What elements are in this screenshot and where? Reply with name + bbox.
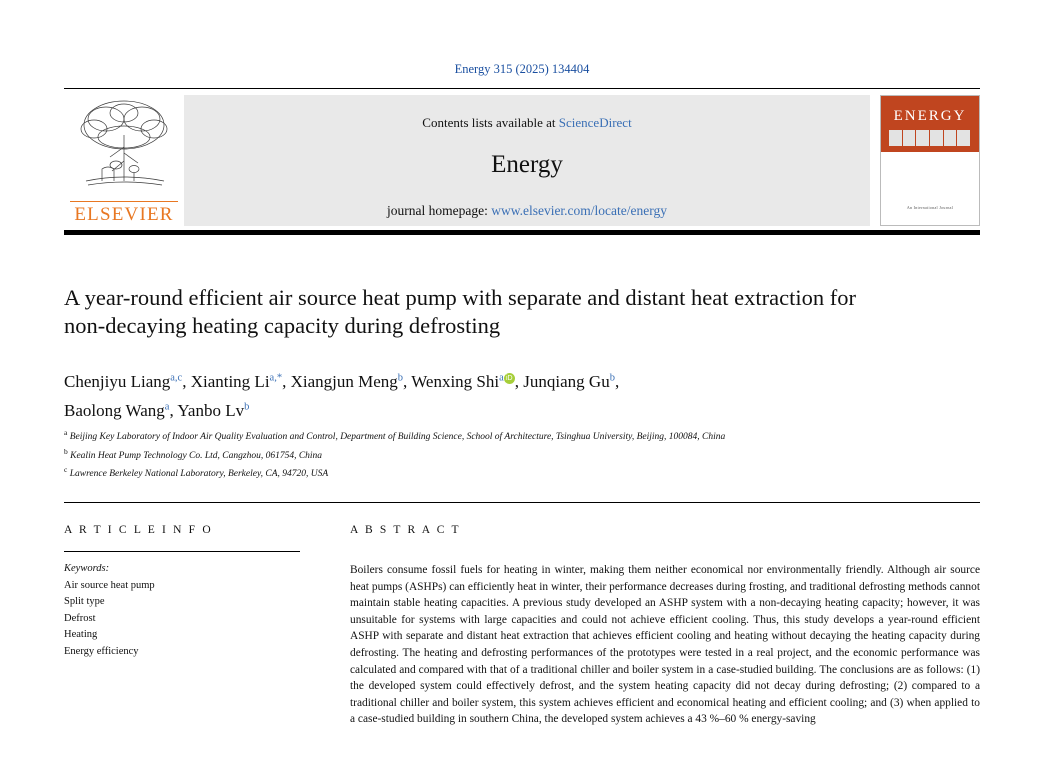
elsevier-tree-icon: [72, 95, 176, 195]
homepage-line: [184, 203, 870, 219]
journal-cover-thumbnail[interactable]: [880, 95, 980, 226]
abstract-text: Boilers consume fossil fuels for heating in winter, making them neither economical nor environmentally friendly. Although air source heat pumps (ASHPs) can efficiently heat in winter, their performance decreases during frosting, and traditional defrosting methods cannot maintain stable heating capacities. A previous study developed an ASHP system with a non-decaying heating capacity; however, it was unsuitable for systems with large capacities and could not achieve efficient cooling. Thus, this study develops a year-round efficient ASHP with separate and distant heat extraction that achieves efficient cooling and heating without decaying the heating capacity during defrosting. The heating and defrosting performances of the prototypes were tested in a real project, and the economic performance was calculated and compared with that of a traditional chiller and boiler system in a case-studied building. The conclusions are as follows: (1) the developed system could effectively defrost, and the system heating capacity did not decay during defrosting; (2) compared to a traditional chiller and boiler system, this system achieves efficient and economical heating and efficient cooling; and (3) when applied to a case-studied building in southern China, the developed system achieves a 43 %–60 % energy-saving: [350, 564, 980, 726]
author-name: Wenxing Shi: [411, 371, 500, 391]
author-name: Baolong Wang: [64, 401, 165, 421]
affiliation-text: Lawrence Berkeley National Laboratory, Berkeley, CA, 94720, USA: [69, 469, 329, 480]
affiliation-mark: c: [64, 465, 68, 475]
article-info-heading: A R T I C L E I N F O: [64, 524, 213, 536]
sciencedirect-link[interactable]: ScienceDirect: [558, 115, 632, 130]
journal-masthead: [64, 88, 980, 232]
author-item: Junqiang Gu$^b$,: [523, 371, 620, 391]
author-item: Baolong Wang$^a$,: [64, 401, 178, 421]
cover-body: [881, 152, 979, 216]
author-name: Xiangjun Meng: [290, 371, 398, 391]
masthead-center: [184, 95, 870, 226]
keyword-item: Energy efficiency: [64, 645, 139, 657]
author-name: Yanbo Lv: [177, 401, 245, 421]
affiliation-text: Beijing Key Laboratory of Indoor Air Quality Evaluation and Control, Department of Building Science, School of Architecture, Tsinghua University, Beijing, 100084, China: [69, 432, 726, 443]
running-head: [0, 62, 1044, 77]
journal-homepage-link[interactable]: www.elsevier.com/locate/energy: [491, 203, 668, 218]
author-name: Xianting Li: [190, 371, 270, 391]
author-affiliation-mark: b: [397, 372, 404, 383]
affiliation-item: [64, 463, 864, 482]
abstract-heading: A B S T R A C T: [350, 524, 461, 536]
keyword-item: Defrost: [64, 612, 96, 624]
journal-title: Energy: [491, 151, 563, 178]
author-affiliation-mark: a: [499, 372, 504, 383]
elsevier-logo: [64, 89, 184, 232]
author-item: Chenjiyu Liang$^{a,c}$,: [64, 371, 191, 391]
section-divider: [64, 502, 980, 503]
orcid-icon[interactable]: iD: [504, 373, 515, 384]
keyword-item: Air source heat pump: [64, 579, 155, 591]
affiliation-item: [64, 426, 864, 445]
affiliation-item: [64, 445, 864, 464]
affiliation-mark: b: [64, 446, 68, 456]
author-affiliation-mark: a,c: [170, 372, 183, 383]
author-affiliation-mark: a: [269, 372, 275, 383]
article-info-rule: [64, 551, 300, 552]
keyword-item: Heating: [64, 629, 98, 640]
contents-line: [184, 95, 870, 131]
author-item: Wenxing Shi$^a$ iD ,: [411, 371, 524, 391]
author-item: [177, 401, 249, 420]
cover-strip: [889, 130, 971, 146]
author-name: Junqiang Gu: [523, 371, 610, 391]
author-affiliation-mark: a: [164, 401, 170, 413]
abstract-column: [350, 524, 980, 728]
article-info-column: [64, 524, 300, 660]
author-affiliation-mark: b: [609, 372, 615, 383]
homepage-prefix: journal homepage:: [386, 203, 492, 218]
affiliation-list: [64, 426, 864, 482]
contents-prefix: Contents lists available at: [422, 115, 559, 130]
author-list: [64, 365, 894, 424]
affiliation-mark: a: [64, 428, 68, 437]
cover-top: [881, 96, 979, 152]
corresponding-author-mark: ,*: [274, 372, 283, 383]
page-title: A year-round efficient air source heat pump with separate and distant heat extraction for non-decaying heating capacity during defrosting: [64, 285, 856, 338]
elsevier-rule: [70, 201, 178, 203]
author-name: Chenjiyu Liang: [64, 371, 171, 391]
cover-footer: An International Journal: [906, 205, 954, 210]
running-head-journal: Energy 315 (2025) 134404: [454, 62, 590, 76]
keyword-item: Split type: [64, 596, 105, 607]
author-item: Xiangjun Meng$^b$,: [290, 371, 412, 391]
elsevier-wordmark: ELSEVIER: [74, 204, 174, 225]
keywords-label: Keywords:: [64, 563, 110, 574]
keywords-block: [64, 561, 300, 660]
author-affiliation-mark: b: [244, 401, 250, 413]
cover-title: ENERGY: [893, 108, 967, 124]
author-item: Xianting Li$^{a,*}$,: [190, 371, 291, 391]
masthead-bottom-rule: [64, 230, 980, 235]
affiliation-text: Kealin Heat Pump Technology Co. Ltd, Cangzhou, 061754, China: [70, 450, 323, 461]
